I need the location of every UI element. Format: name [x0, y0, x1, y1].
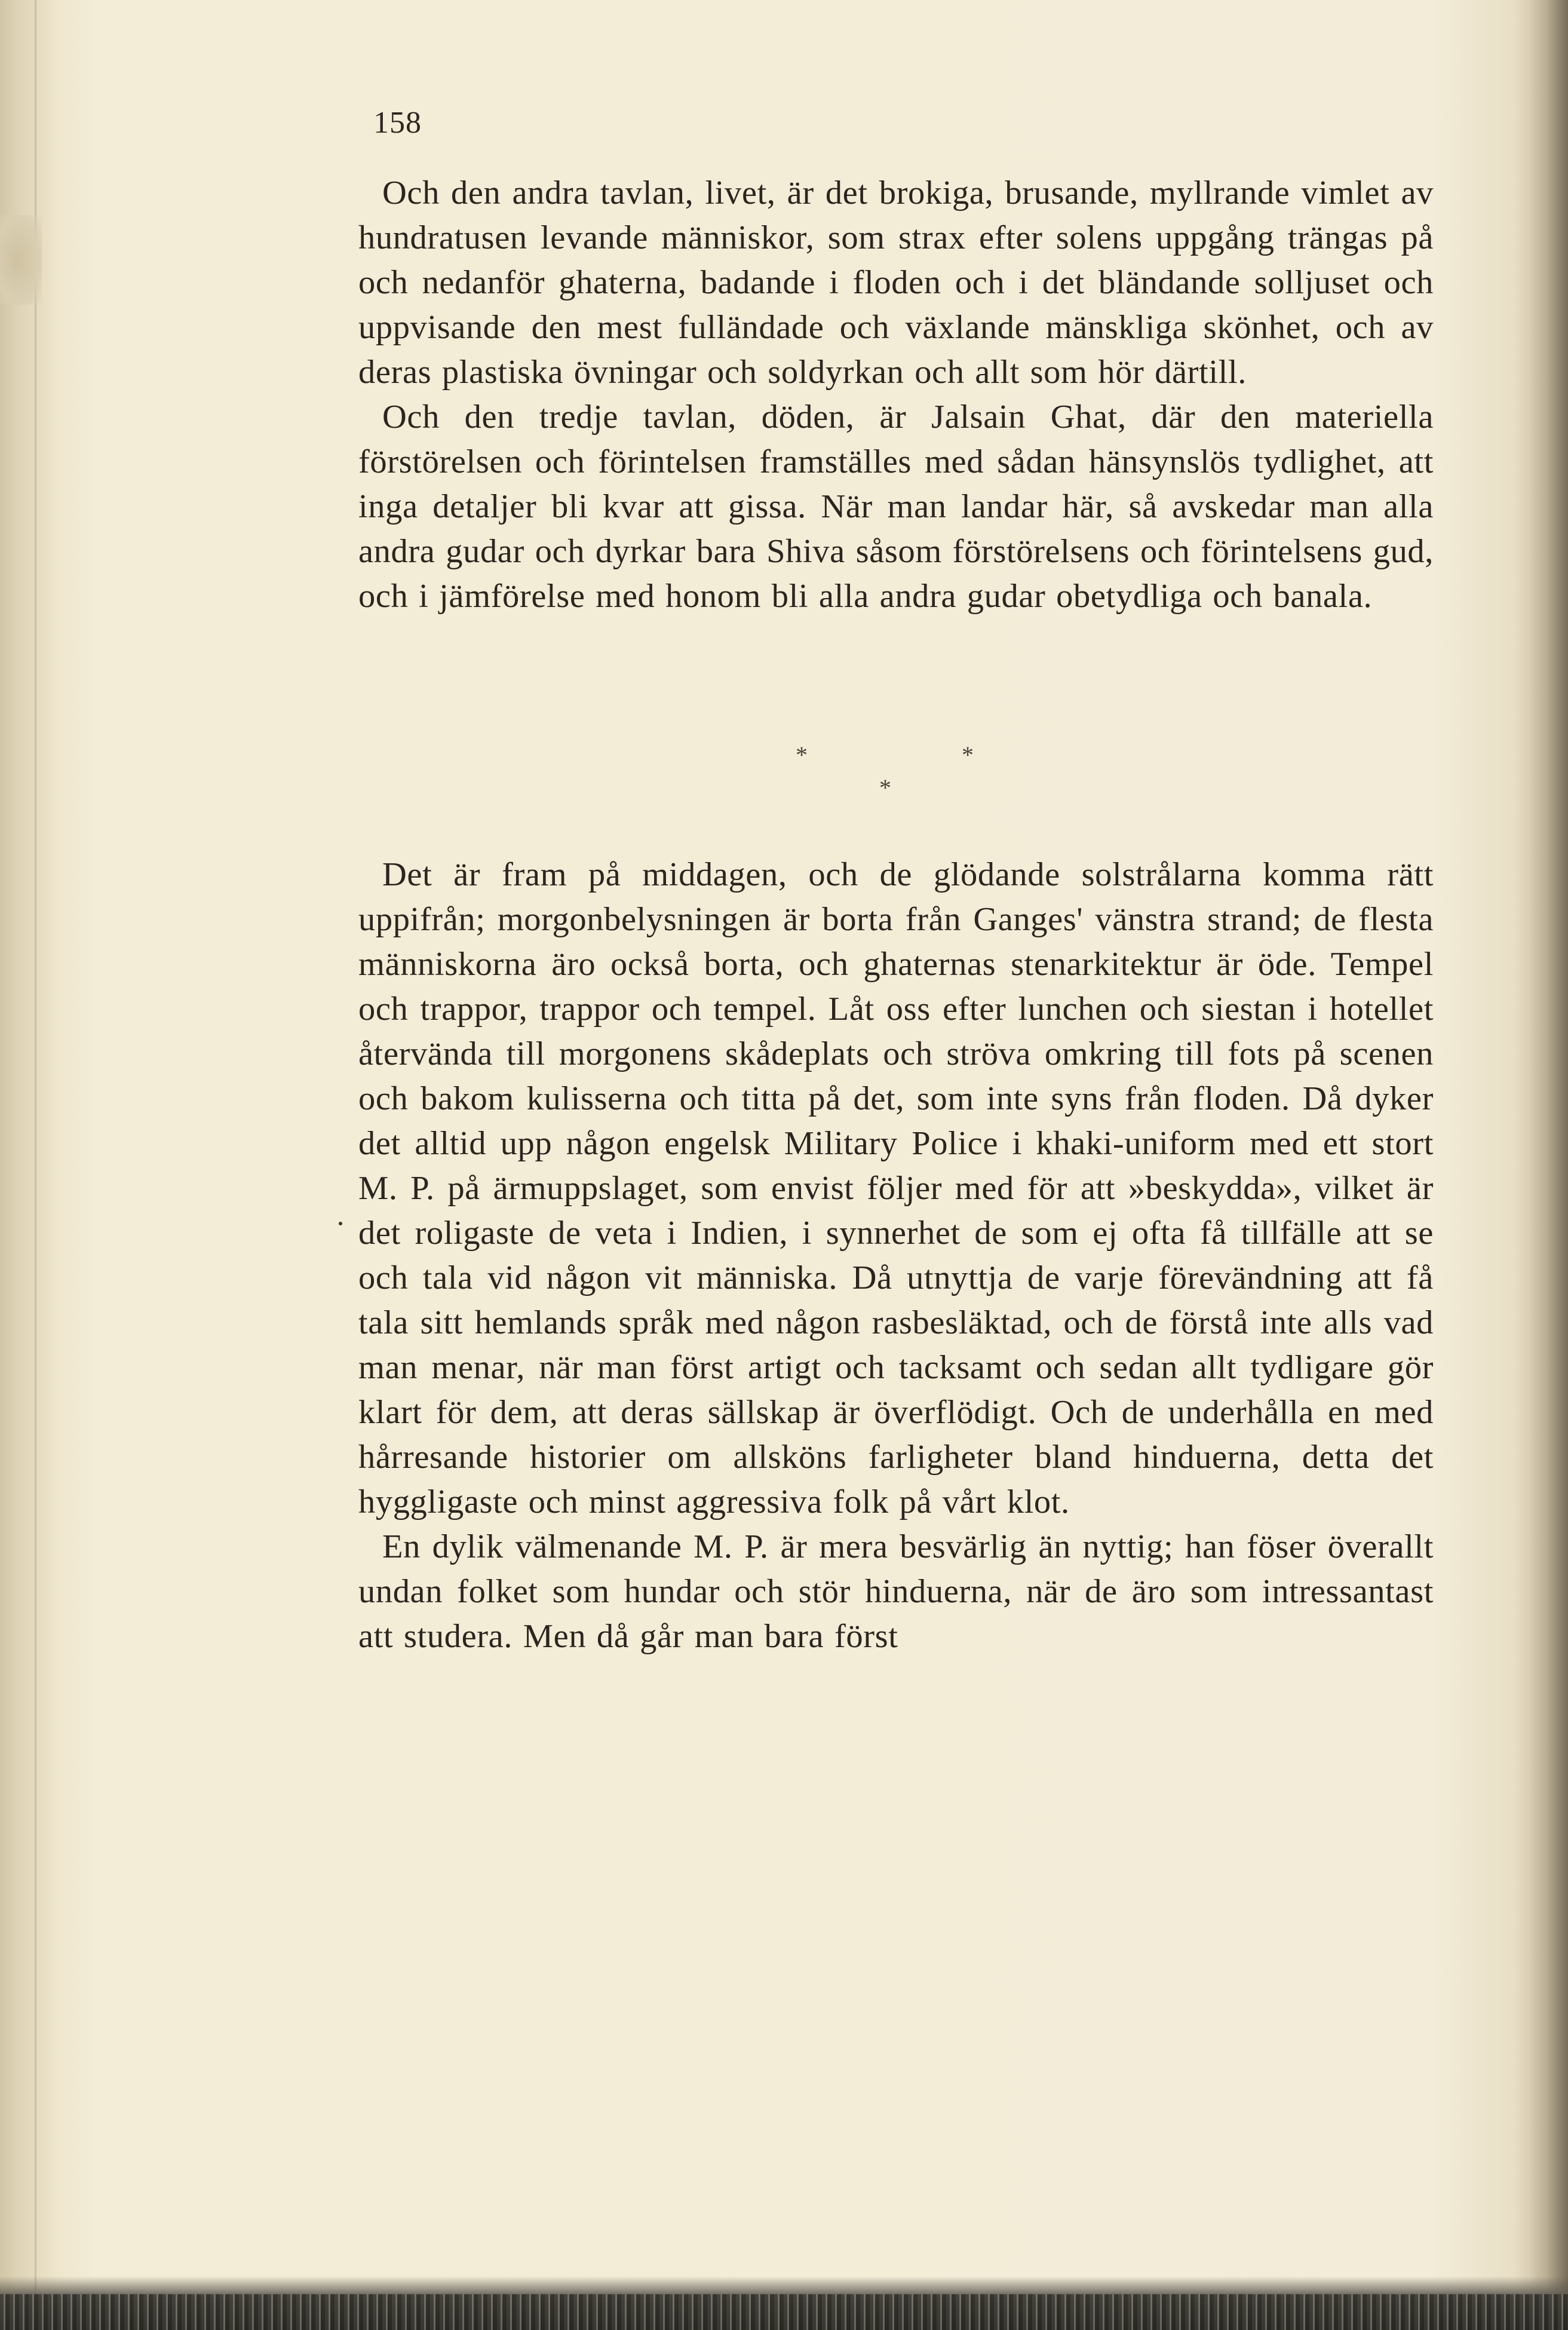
asterisk-mark: * [879, 774, 891, 801]
page-number: 158 [373, 106, 422, 140]
paragraph-military-police: En dylik välmenande M. P. är mera besvärlig än nyttig; han föser överallt undan folket som hundar och stör hinduerna, när de äro som intressantast att studera. Men då går man bara först [358, 1528, 1434, 1655]
asterisk-mark: * [796, 741, 808, 768]
bottom-edge [0, 2276, 1568, 2330]
section-2-text [358, 853, 1434, 1659]
left-page-edge [0, 0, 57, 2330]
paragraph-middagen: Det är fram på middagen, och de glödande solstrålarna komma rätt uppifrån; morgonbelysningen är borta från Ganges' vänstra strand; de flesta människorna äro också borta, och ghaternas stenarkitektur är öde. Tempel och trappor, trappor och tempel. Låt oss efter lunchen och siestan i hotellet återvända till morgonens skådeplats och ströva omkring till fots på scenen och bakom kulisserna och titta på det, som inte syns från floden. Då dyker det alltid upp någon engelsk Military Police i khaki-uniform med ett stort M. P. på ärmuppslaget, som envist följer med för att »beskydda», vilket är det roligaste de veta i Indien, i synnerhet de som ej ofta få tillfälle att se och tala vid någon vit människa. Då utnyttja de varje förevändning att få tala sitt hemlands språk med någon rasbesläktad, och de förstå inte alls vad man menar, när man först artigt och tacksamt och sedan allt tydligare gör klart för dem, att deras sällskap är överflödigt. Och de underhålla en med hårresande historier om allsköns farligheter bland hinduerna, detta det hyggligaste och minst aggressiva folk på vårt klot. [358, 856, 1434, 1520]
paragraph-doden: Och den tredje tavlan, döden, är Jalsain Ghat, där den materiella förstörelsen och förintelsen framställes med sådan hänsynslös tydlighet, att inga detaljer bli kvar att gissa. När man landar här, så avskedar man alla andra gudar och dyrkar bara Shiva såsom förstörelsens och förintelsens gud, och i jämförelse med honom bli alla andra gudar obetydliga och banala. [358, 398, 1434, 615]
ink-speck [339, 1222, 342, 1225]
section-divider-asterism [747, 735, 1015, 818]
paper-tear [0, 215, 42, 305]
paragraph-livet: Och den andra tavlan, livet, är det brokiga, brusande, myllrande vimlet av hundratusen levande människor, som strax efter solens uppgång trängas på och nedanför ghaterna, badande i floden och i det bländande solljuset och uppvisande den mest fulländade och växlande mänskliga skönhet, och av deras plastiska övningar och soldyrkan och allt som hör därtill. [358, 174, 1434, 391]
asterisk-mark: * [962, 741, 974, 768]
spine-shadow [1514, 0, 1568, 2330]
section-1-text [358, 171, 1434, 619]
